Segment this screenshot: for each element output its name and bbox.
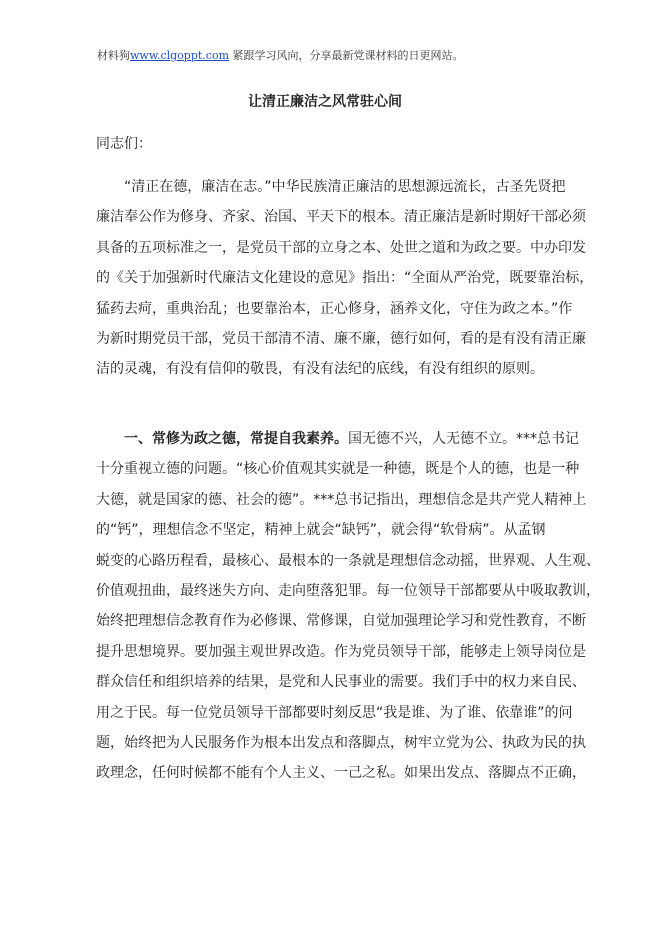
paragraph-line: 题，始终把为人民服务作为根本出发点和落脚点，树牢立党为公、执政为民的执: [96, 734, 586, 751]
paragraph-line: 价值观扭曲，最终迷失方向、走向堕落犯罪。每一位领导干部都要从中吸取教训，: [96, 582, 600, 599]
paragraph-line: 洁的灵魂，有没有信仰的敬畏，有没有法纪的底线，有没有组织的原则。: [96, 361, 544, 378]
document-title: 让清正廉洁之风常驻心间: [248, 94, 402, 110]
paragraph-line: [96, 424, 579, 454]
paragraph-line: “清正在德，廉洁在志。”中华民族清正廉洁的思想源远流长，古圣先贤把: [124, 179, 566, 195]
paragraph-2: [96, 424, 600, 789]
paragraph-line: 大德，就是国家的德、社会的德”。***总书记指出，理想信念是共产党人精神上: [96, 491, 587, 508]
paragraph-line: 为新时期党员干部，党员干部清不清、廉不廉，德行如何，看的是有没有清正廉: [96, 330, 586, 347]
paragraph-line: 猛药去疴，重典治乱；也要靠治本，正心修身，涵养文化，守住为政之本。”作: [96, 300, 573, 317]
paragraph-line: 的“钙”，理想信念不坚定，精神上就会“缺钙”，就会得“软骨病”。从孟钢: [96, 522, 546, 539]
paragraph-line: 具备的五项标准之一，是党员干部的立身之本、处世之道和为政之要。中办印发: [96, 239, 586, 256]
greeting: 同志们：: [96, 136, 152, 152]
paragraph-line: 群众信任和组织培养的结果，是党和人民事业的需要。我们手中的权力来自民、: [96, 674, 586, 691]
paragraph-1: [96, 172, 594, 385]
section-heading: 一、常修为政之德，常提自我素养。: [124, 431, 348, 447]
page-header: [97, 47, 464, 63]
paragraph-line: 十分重视立德的问题。“核心价值观其实就是一种德，既是个人的德，也是一种: [96, 461, 580, 478]
paragraph-line: 蜕变的心路历程看，最核心、最根本的一条就是理想信念动摇，世界观、人生观、: [96, 552, 600, 569]
paragraph-line: 提升思想境界。要加强主观世界改造。作为党员领导干部，能够走上领导岗位是: [96, 643, 586, 660]
header-tagline: 紧跟学习风向，分享最新党课材料的日更网站。: [229, 49, 464, 62]
paragraph-line: 廉洁奉公作为修身、齐家、治国、平天下的根本。清正廉洁是新时期好干部必须: [96, 209, 586, 226]
paragraph-line: 政理念，任何时候都不能有个人主义、一己之私。如果出发点、落脚点不正确，: [96, 765, 586, 782]
paragraph-line: 始终把理想信念教育作为必修课、常修课，自觉加强理论学习和党性教育，不断: [96, 613, 586, 630]
header-prefix: 材料狗: [97, 49, 130, 62]
paragraph-line: 的《关于加强新时代廉洁文化建设的意见》指出：“全面从严治党，既要靠治标，: [96, 270, 594, 287]
paragraph-line-text: 国无德不兴，人无德不立。***总书记: [348, 431, 579, 447]
paragraph-line: 用之于民。每一位党员领导干部都要时刻反思“我是谁、为了谁、依靠谁”的问: [96, 704, 573, 721]
header-website-link[interactable]: www.clgoppt.com: [130, 49, 229, 62]
